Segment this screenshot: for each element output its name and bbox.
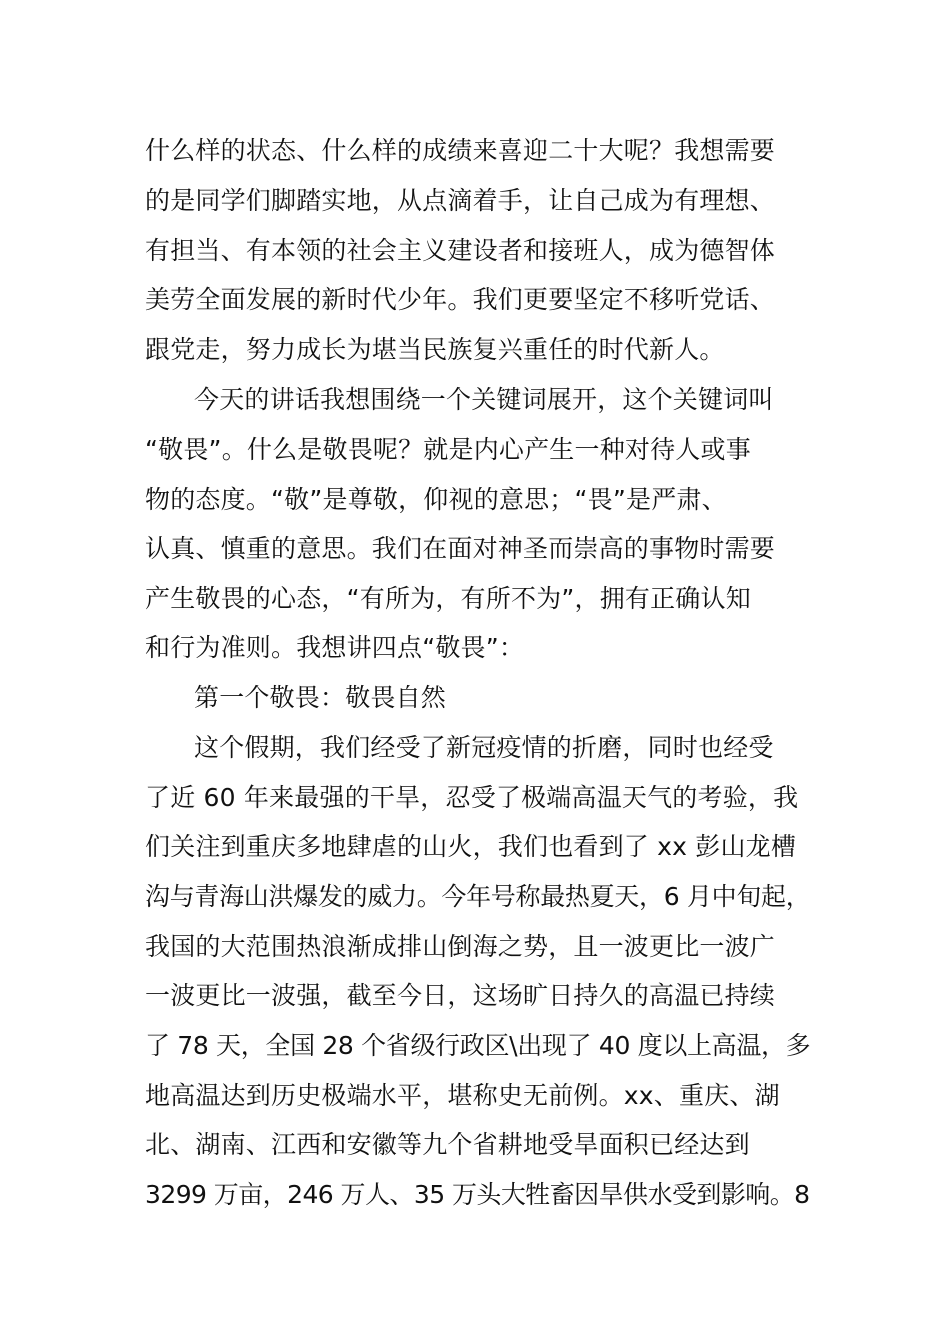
text-line: 一波更比一波强，截至今日，这场旷日持久的高温已持续 [145,981,776,1010]
text-line: 产生敬畏的心态，“有所为，有所不为”，拥有正确认知 [145,584,751,613]
text-line: 地高温达到历史极端水平，堪称史无前例。xx、重庆、湖 [145,1081,780,1110]
text-line: 美劳全面发展的新时代少年。我们更要坚定不移听党话、 [145,285,776,314]
text-line: 的是同学们脚踏实地，从点滴着手，让自己成为有理想、 [145,186,776,215]
text-line: 了 78 天，全国 28 个省级行政区\出现了 40 度以上高温，多 [145,1031,811,1060]
text-line: 跟党走，努力成长为堪当民族复兴重任的时代新人。 [145,335,725,364]
paragraph-first-line: 这个假期，我们经受了新冠疫情的折磨，同时也经受 [194,733,774,762]
text-line: 北、湖南、江西和安徽等九个省耕地受旱面积已经达到 [145,1130,750,1159]
text-line: 我国的大范围热浪渐成排山倒海之势，且一波更比一波广 [145,932,776,961]
text-line: 们关注到重庆多地肆虐的山火，我们也看到了 xx 彭山龙槽 [145,832,797,861]
text-line: 沟与青海山洪爆发的威力。今年号称最热夏天，6 月中旬起， [145,882,811,911]
text-line: “敬畏”。什么是敬畏呢？就是内心产生一种对待人或事 [145,435,751,464]
text-line: 了近 60 年来最强的干旱，忍受了极端高温天气的考验，我 [145,783,799,812]
paragraph-first-line: 今天的讲话我想围绕一个关键词展开，这个关键词叫 [194,385,774,414]
text-line: 物的态度。“敬”是尊敬，仰视的意思；“畏”是严肃、 [145,485,727,514]
text-line: 3299 万亩，246 万人、35 万头大牲畜因旱供水受到影响。8 [145,1180,810,1209]
text-line: 什么样的状态、什么样的成绩来喜迎二十大呢？我想需要 [145,136,776,165]
text-line: 和行为准则。我想讲四点“敬畏”： [145,633,525,662]
text-line: 认真、慎重的意思。我们在面对神圣而崇高的事物时需要 [145,534,776,563]
section-heading: 第一个敬畏：敬畏自然 [194,683,447,712]
text-line: 有担当、有本领的社会主义建设者和接班人，成为德智体 [145,236,776,265]
